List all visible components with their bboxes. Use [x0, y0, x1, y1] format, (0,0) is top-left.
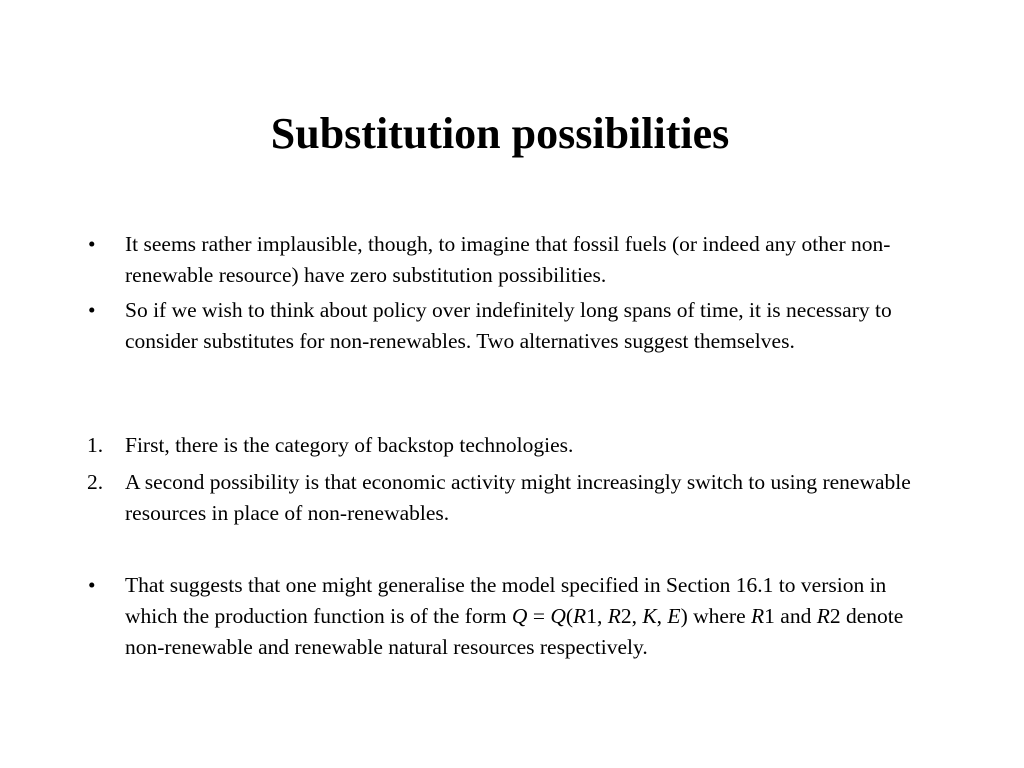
- bullet-marker: •: [88, 232, 96, 256]
- math-variable: Q: [511, 604, 528, 628]
- text-segment: 2 denote non-renewable and renewable natural resources respectively.: [125, 604, 904, 659]
- math-text: 2,: [620, 604, 643, 628]
- math-text: 1,: [586, 604, 608, 628]
- math-paren: ): [680, 604, 688, 628]
- list-item-text: A second possibility is that economic activity might increasingly switch to using renewable resources in place of non-renewables.: [125, 470, 911, 525]
- math-paren: (: [565, 604, 574, 628]
- math-variable: E: [667, 604, 681, 628]
- number-marker: 1.: [87, 433, 104, 457]
- list-item-text: So if we wish to think about policy over indefinitely long spans of time, it is necessary to consider substitutes for non-renewables. Two alternatives suggest themselves.: [125, 298, 892, 353]
- slide-title: Substitution possibilities: [270, 109, 730, 158]
- math-variable: R: [816, 604, 830, 628]
- math-variable: R: [751, 604, 765, 628]
- text-segment: 1 and: [764, 604, 817, 628]
- math-variable: R: [607, 604, 621, 628]
- math-variable: R: [573, 604, 587, 628]
- bullet-marker: •: [88, 573, 96, 597]
- bullet-marker: •: [88, 298, 96, 322]
- math-variable: K: [642, 604, 657, 628]
- text-segment: That suggests that one might generalise the model specified in Section 16.1 to version in which the production function is of the form: [125, 573, 887, 628]
- list-item-text: It seems rather implausible, though, to imagine that fossil fuels (or indeed any other non-renewable resource) have zero substitution possibilities.: [125, 232, 891, 287]
- math-variable: Q: [550, 604, 566, 628]
- list-item-text: First, there is the category of backstop technologies.: [125, 433, 574, 457]
- math-text: ,: [656, 604, 668, 628]
- list-item-text: [125, 570, 940, 663]
- math-operator: =: [527, 604, 551, 628]
- number-marker: 2.: [87, 470, 104, 494]
- text-segment: where: [687, 604, 752, 628]
